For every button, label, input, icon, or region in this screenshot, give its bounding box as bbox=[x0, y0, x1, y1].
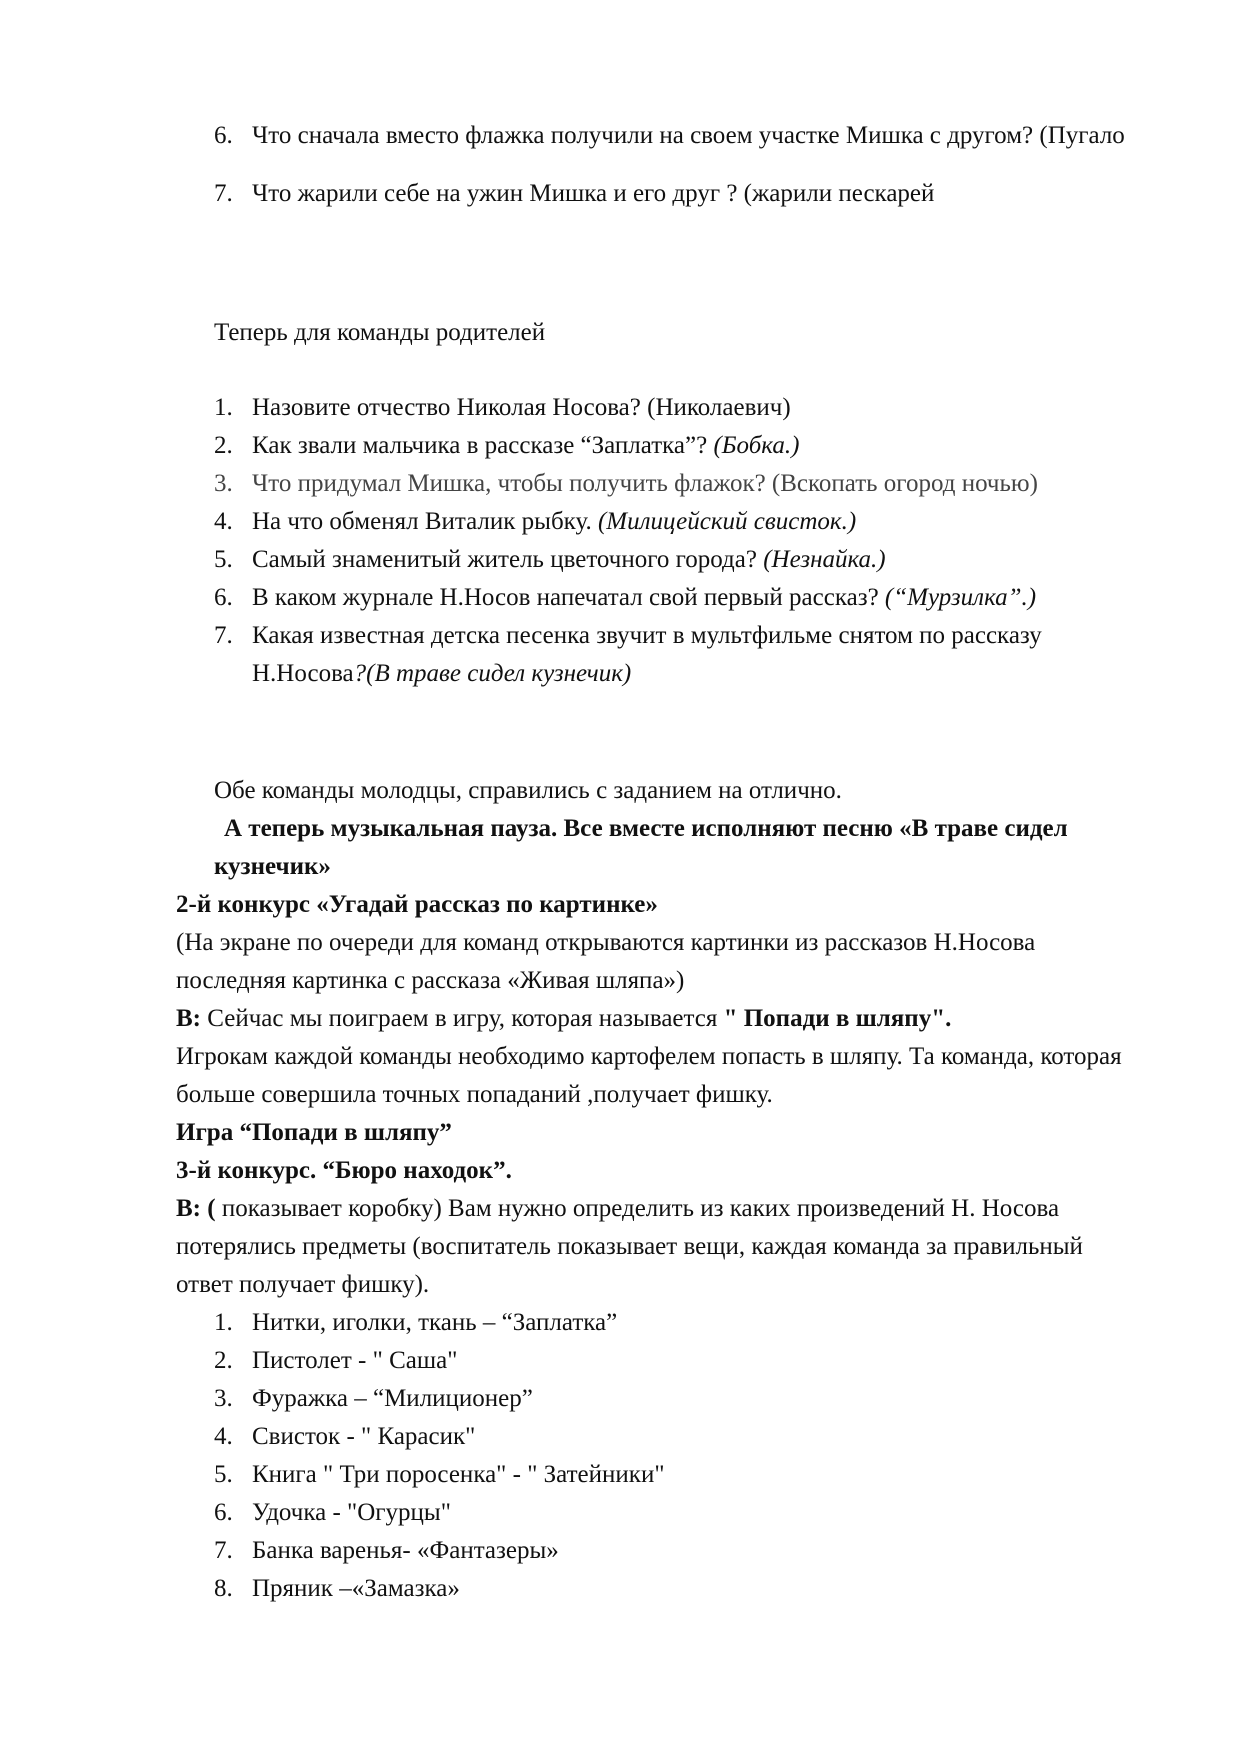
list-text: Назовите отчество Николая Носова? (Николаевич) bbox=[252, 394, 791, 421]
list-item bbox=[214, 117, 1134, 155]
answer-text: (“Мурзилка”.) bbox=[884, 584, 1037, 611]
list-number: 1. bbox=[214, 394, 233, 421]
game-intro-paragraph bbox=[176, 1000, 1176, 1038]
answer-text: (Незнайка.) bbox=[763, 546, 886, 573]
list-number: 6. bbox=[214, 122, 233, 149]
list-number: 2. bbox=[214, 432, 233, 459]
list-text: На что обменял Виталик рыбку. bbox=[252, 508, 598, 535]
list-number: 3. bbox=[214, 470, 233, 497]
list-number: 6. bbox=[214, 584, 233, 611]
list-item bbox=[214, 427, 1134, 465]
list-item bbox=[214, 1570, 1134, 1608]
list-text: Что жарили себе на ужин Мишка и его друг ? (жарили пескарей bbox=[252, 180, 935, 207]
list-item bbox=[214, 1456, 1134, 1494]
list-item bbox=[214, 579, 1134, 617]
list-item bbox=[214, 1532, 1134, 1570]
list-item bbox=[214, 1342, 1134, 1380]
parents-questions-list bbox=[214, 389, 1134, 693]
list-item bbox=[214, 465, 1134, 503]
list-item bbox=[214, 1304, 1134, 1342]
game-title: Игра “Попади в шляпу” bbox=[176, 1119, 452, 1146]
list-text: Фуражка – “Милиционер” bbox=[252, 1385, 533, 1412]
list-item bbox=[214, 541, 1134, 579]
speaker-label: В: bbox=[176, 1005, 201, 1032]
list-number: 7. bbox=[214, 1537, 233, 1564]
list-text: Что сначала вместо флажка получили на своем участке Мишка с другом? (Пугало bbox=[252, 122, 1125, 149]
children-questions-list bbox=[214, 117, 1134, 213]
list-text: Книга " Три поросенка" - " Затейники" bbox=[252, 1461, 665, 1488]
list-item bbox=[214, 617, 1134, 693]
list-text: Какая известная детска песенка звучит в мультфильме снятом по рассказу Н.Носова bbox=[252, 622, 1042, 687]
list-item bbox=[214, 1380, 1134, 1418]
list-text: Самый знаменитый житель цветочного города? bbox=[252, 546, 764, 573]
list-number: 5. bbox=[214, 1461, 233, 1488]
list-text: Удочка - "Огурцы" bbox=[252, 1499, 451, 1526]
list-text: Пистолет - " Саша" bbox=[252, 1347, 458, 1374]
list-number: 8. bbox=[214, 1575, 233, 1602]
list-item bbox=[214, 1494, 1134, 1532]
game-intro-text: Сейчас мы поиграем в игру, которая называется bbox=[201, 1005, 724, 1032]
speaker-label: В: ( bbox=[176, 1195, 216, 1222]
answer-text: (Бобка.) bbox=[713, 432, 800, 459]
answer-text: ?(В траве сидел кузнечик) bbox=[353, 660, 632, 687]
list-number: 2. bbox=[214, 1347, 233, 1374]
list-number: 7. bbox=[214, 180, 233, 207]
list-item bbox=[214, 175, 1134, 213]
contest2-title: 2-й конкурс «Угадай рассказ по картинке» bbox=[176, 891, 658, 918]
list-text: Пряник –«Замазка» bbox=[252, 1575, 460, 1602]
list-text: Нитки, иголки, ткань – “Заплатка” bbox=[252, 1309, 618, 1336]
parents-heading: Теперь для команды родителей bbox=[214, 319, 546, 346]
game-rules-text: Игрокам каждой команды необходимо картофелем попасть в шляпу. Та команда, которая больше совершила точных попаданий ,получает фишку. bbox=[176, 1043, 1122, 1108]
contest3-description: показывает коробку) Вам нужно определить из каких произведений Н. Носова потерялись предметы (воспитатель показывает вещи, каждая команда за правильный ответ получает фишку). bbox=[176, 1195, 1083, 1298]
list-text: Банка варенья- «Фантазеры» bbox=[252, 1537, 559, 1564]
list-item bbox=[214, 503, 1134, 541]
list-text: Как звали мальчика в рассказе “Заплатка”? bbox=[252, 432, 714, 459]
music-pause-text: А теперь музыкальная пауза. Все вместе исполняют песню «В траве сидел кузнечик» bbox=[214, 815, 1068, 880]
list-text: Что придумал Мишка, чтобы получить флажок? (Вскопать огород ночью) bbox=[252, 470, 1038, 497]
list-text: В каком журнале Н.Носов напечатал свой первый рассказ? bbox=[252, 584, 885, 611]
list-number: 4. bbox=[214, 508, 233, 535]
list-item bbox=[214, 389, 1134, 427]
contest2-description: (На экране по очереди для команд открываются картинки из рассказов Н.Носова последняя картинка с рассказа «Живая шляпа») bbox=[176, 929, 1036, 994]
game-name: " Попади в шляпу". bbox=[723, 1005, 952, 1032]
contest3-title: 3-й конкурс. “Бюро находок”. bbox=[176, 1157, 512, 1184]
list-number: 3. bbox=[214, 1385, 233, 1412]
list-number: 4. bbox=[214, 1423, 233, 1450]
list-item bbox=[214, 1418, 1134, 1456]
answer-text: (Милицейский свисток.) bbox=[597, 508, 857, 535]
both-teams-text: Обе команды молодцы, справились с заданием на отлично. bbox=[214, 777, 842, 804]
list-number: 7. bbox=[214, 622, 233, 649]
list-number: 1. bbox=[214, 1309, 233, 1336]
contest3-paragraph bbox=[176, 1190, 1096, 1304]
list-number: 6. bbox=[214, 1499, 233, 1526]
list-text: Свисток - " Карасик" bbox=[252, 1423, 476, 1450]
lost-items-list bbox=[214, 1304, 1134, 1608]
list-number: 5. bbox=[214, 546, 233, 573]
